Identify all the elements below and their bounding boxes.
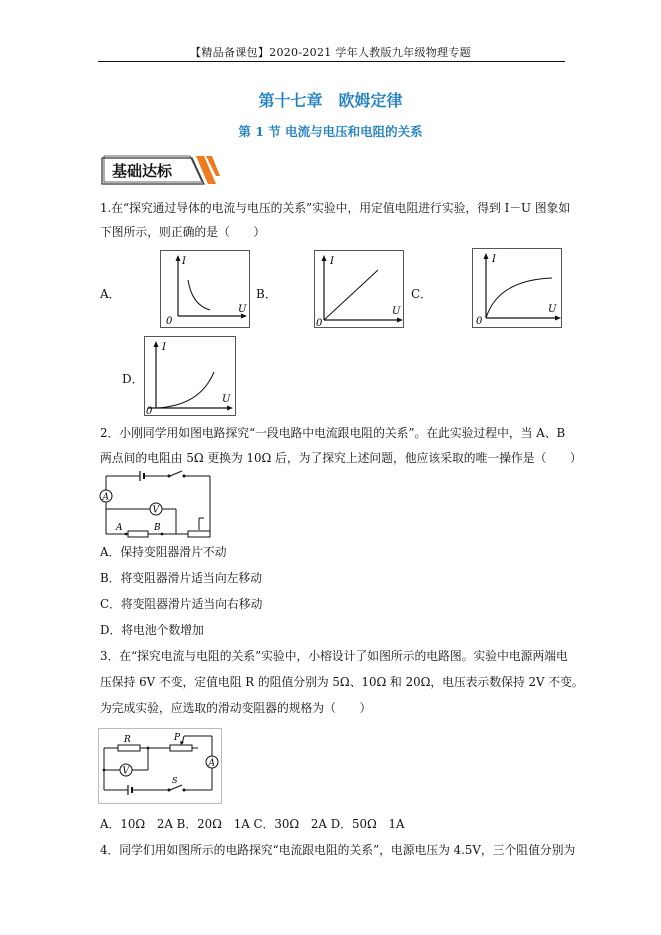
q2-option-b: B．将变阻器滑片适当向左移动: [100, 571, 263, 585]
page-header: 【精品备课包】2020-2021 学年人教版九年级物理专题: [190, 46, 471, 59]
q1b-axis-i: I: [330, 256, 334, 267]
q3-text-line1: 3．在“探究电流与电阻的关系”实验中，小榕设计了如图所示的电路图。实验中电源两端电: [100, 649, 568, 663]
q4-text-line1: 4．同学们用如图所示的电路探究“电流跟电阻的关系”，电源电压为 4.5V，三个阻值分别为: [100, 843, 576, 857]
q3-resistor-label: R: [124, 735, 131, 745]
q3-switch-label: S: [172, 776, 178, 785]
q3-options: A．10Ω 2A B．20Ω 1A C．30Ω 2A D．50Ω 1A: [100, 817, 405, 831]
q3-circuit-diagram: [98, 728, 222, 804]
banner-label: 基础达标: [112, 162, 173, 180]
q3-ammeter-label: A: [208, 758, 215, 769]
header-rule: [98, 61, 565, 62]
q2-option-d: D．将电池个数增加: [100, 623, 204, 637]
q1c-axis-u: U: [548, 304, 557, 315]
q1-text-line1: 1.在“探究通过导体的电流与电压的关系”实验中，用定值电阻进行实验，得到 I－U 图象如: [100, 201, 571, 215]
q1b-axis-u: U: [392, 306, 401, 317]
q2-ammeter-label: A: [102, 492, 109, 503]
q1-option-d-label: D．: [122, 372, 144, 386]
q1-graph-c: [472, 248, 562, 328]
q1-graph-d: [144, 336, 236, 416]
q3-text-line3: 为完成实验，应选取的滑动变阻器的规格为（ ）: [100, 701, 372, 715]
q2-text-line2: 两点间的电阻由 5Ω 更换为 10Ω 后，为了探究上述问题，他应该采取的唯一操作是（ ）: [100, 451, 582, 465]
q1d-origin: 0: [146, 406, 153, 416]
q1b-origin: 0: [316, 318, 323, 328]
q1-option-a-label: A．: [100, 287, 121, 301]
q1-option-c-label: C．: [411, 287, 433, 301]
q2-text-line1: 2．小刚同学用如图电路探究“一段电路中电流跟电阻的关系”。在此实验过程中，当 A、B: [100, 426, 566, 440]
q1c-origin: 0: [476, 316, 483, 327]
q2-point-b: B: [154, 523, 161, 533]
q2-circuit-diagram: [96, 470, 218, 540]
q2-voltmeter-label: V: [152, 505, 159, 516]
q1-graph-a: [160, 250, 250, 328]
section-title: 第 1 节 电流与电压和电阻的关系: [238, 124, 423, 139]
q1a-axis-u: U: [238, 304, 247, 315]
chapter-title: 第十七章 欧姆定律: [258, 91, 403, 110]
q3-voltmeter-label: V: [122, 766, 129, 777]
q1a-origin: 0: [166, 316, 173, 327]
q3-text-line2: 压保持 6V 不变，定值电阻 R 的阻值分别为 5Ω、10Ω 和 20Ω，电压表示数保持 2V 不变。: [100, 675, 584, 689]
q2-option-a: A．保持变阻器滑片不动: [100, 545, 227, 559]
q1-graph-b: [314, 250, 404, 328]
q1d-axis-u: U: [222, 394, 231, 405]
q3-rheostat-label: P: [174, 733, 181, 743]
q1-text-line2: 下图所示，则正确的是（ ）: [100, 225, 266, 239]
q1-option-b-label: B．: [256, 287, 277, 301]
q2-option-c: C．将变阻器滑片适当向右移动: [100, 597, 263, 611]
q1a-axis-i: I: [182, 256, 186, 267]
q1d-axis-i: I: [162, 342, 166, 353]
q2-point-a: A: [116, 523, 123, 533]
q1c-axis-i: I: [492, 254, 496, 265]
